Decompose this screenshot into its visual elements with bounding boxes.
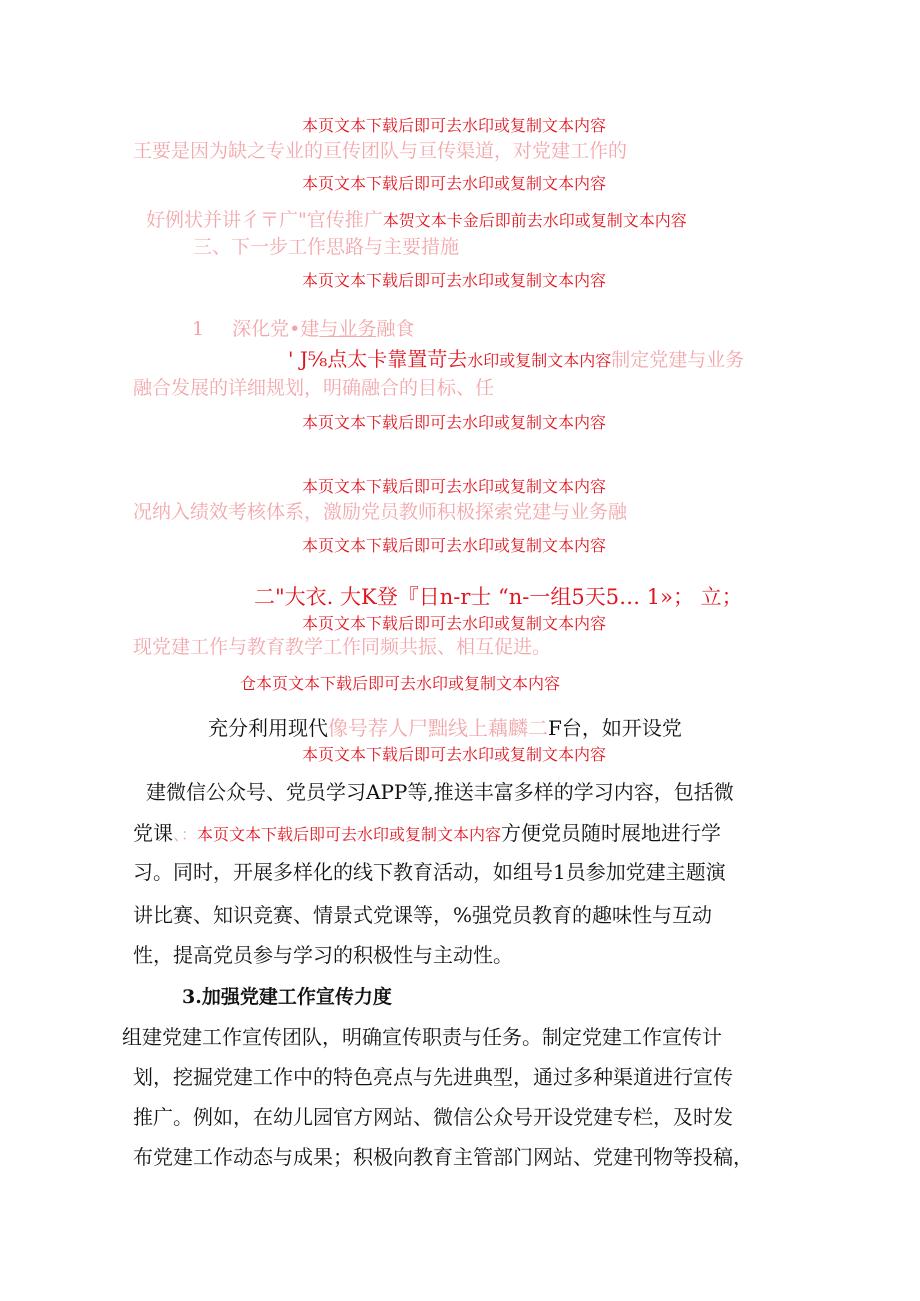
section-heading: 三、下一步工作思路与主要措施: [193, 236, 460, 258]
watermark-text: 本页文本下载后即可去水印或复制文本内容: [197, 825, 502, 844]
body-text: 党课: [133, 821, 173, 845]
faded-paragraph-line: 王要是因为缺之专业的亘传团队与亘传渠道，对党建工作的: [133, 140, 628, 162]
faded-text: 好例状并讲彳〒广"官传推广: [146, 209, 383, 231]
section-heading: 3.加强党建工作宣传力度: [182, 986, 392, 1008]
faded-paragraph-line: 融合发展的详细规划，明确融合的目标、任: [133, 377, 495, 399]
body-line: 推广。例如，在幼儿园官方网站、微信公众号开设党建专栏，及时发: [133, 1105, 733, 1129]
list-item-heading: [192, 320, 414, 339]
faded-paragraph-line: 现党建工作与教育教学工作同频共振、相互促进。: [133, 636, 552, 658]
list-item-number: 1: [192, 318, 205, 340]
faded-text: 、：: [173, 825, 198, 844]
watermark-text: 本贺文本卡金后即前去水印或复制文本内容: [382, 211, 687, 230]
body-line: 讲比赛、知识竞赛、情景式党课等，%强党员教育的趣味性与互动: [133, 903, 713, 927]
faded-text: 像号荐人尸黜线上藕麟二: [328, 716, 548, 740]
mixed-line: [133, 823, 721, 843]
garbled-text: ' J⅝点太卡靠置苛去: [288, 347, 468, 371]
body-line: 习。同时，开展多样化的线下教育活动，如组号1员参加党建主题演: [133, 860, 726, 884]
list-item-text: 融食: [376, 318, 415, 340]
body-text: 充分利用现代: [208, 716, 328, 740]
mixed-line: [146, 211, 687, 230]
watermark-line: 本页文本下载后即可去水印或复制文本内容: [302, 413, 607, 432]
body-line: 组建党建工作宣传团队，明确宣传职责与任务。制定党建工作宣传计: [122, 1025, 722, 1049]
mixed-line: [288, 349, 744, 370]
body-line: 划，挖掘党建工作中的特色亮点与先进典型，通过多种渠道进行宣传: [133, 1065, 733, 1089]
body-line: 建微信公众号、党员学习APP等,推送丰富多样的学习内容，包括微: [146, 780, 734, 804]
watermark-line: 本页文本下载后即可去水印或复制文本内容: [302, 477, 607, 496]
faded-text: 制定党建与业务: [611, 349, 745, 371]
body-text: F台，如开设党: [548, 716, 682, 740]
watermark-line: 本页文本下载后即可去水印或复制文本内容: [302, 174, 607, 193]
body-line: 性，提高党员参与学习的积极性与主动性。: [133, 943, 513, 967]
watermark-line: 本页文本下载后即可去水印或复制文本内容: [302, 116, 607, 135]
watermark-line: 仓本页文本下载后即可去水印或复制文本内容: [240, 674, 561, 693]
list-item-text: 深化党•建: [232, 318, 320, 340]
faded-paragraph-line: 况纳入绩效考核体系，激励党员教师积极探索党建与业务融: [133, 501, 628, 523]
body-line: 布党建工作动态与成果；积极向教育主管部门网站、党建刊物等投稿，: [133, 1145, 753, 1169]
garbled-line: 二"大衣. 大K登『日n-r士 “n-一组5天5… 1»； 立；: [254, 585, 743, 609]
watermark-line: 本页文本下载后即可去水印或复制文本内容: [302, 614, 607, 633]
watermark-text: 水印或复制文本内容: [467, 351, 612, 370]
watermark-line: 本页文本下载后即可去水印或复制文本内容: [302, 536, 607, 555]
list-item-text-underlined: 与业务: [319, 318, 377, 340]
watermark-line: 本页文本下载后即可去水印或复制文本内容: [302, 271, 607, 290]
watermark-line: 本页文本下载后即可去水印或复制文本内容: [302, 745, 607, 764]
mixed-line: [208, 718, 682, 738]
body-text: 方便党员随时展地进行学: [501, 821, 722, 845]
